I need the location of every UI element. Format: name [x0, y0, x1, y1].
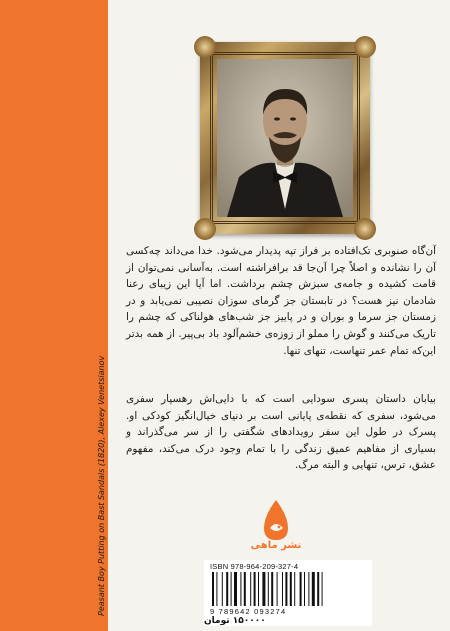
frame-ornament-icon: [354, 218, 376, 240]
price-label: ۱۵۰۰۰۰ تومان: [204, 616, 266, 626]
description-paragraph-2: بیابان داستان پسری سودایی است که با دایی‌اش رهسپار سفری می‌شود، سفری که نقطه‌ی پایانی است بر دنیای خیال‌انگیز کودکی او. پسرک در طول این سفر رویدادهای شگفتی را از سر می‌گذراند و بسیاری از مفاهیم عمیق زندگی را با تمام وجود درک می‌کند، مفهوم عشق، ترس، تنهایی و البته مرگ.: [126, 393, 436, 472]
painting-credit-caption: Peasant Boy Putting on Bast Sandals (1820), Alexey Venetsianov: [97, 355, 106, 616]
publisher-name: نشر ماهی: [250, 540, 302, 551]
isbn-number: ISBN 978-964-209-327-4: [210, 562, 299, 571]
portrait-frame: [200, 42, 370, 234]
author-portrait: [217, 59, 353, 217]
barcode-icon: [210, 572, 366, 606]
frame-ornament-icon: [354, 36, 376, 58]
frame-ornament-icon: [194, 36, 216, 58]
description-paragraph-1: آن‌گاه صنوبری تک‌افتاده بر فراز تپه پدیدار می‌شود. خدا می‌داند چه‌کسی آن را نشانده و اصلاً چرا آن‌جا قد برافراشته است. به‌آسانی نمی‌توان از قامت کشیده و جامه‌ی سبزش چشم برداشت. اما آیا این زیبای رعنا شادمان نیز هست؟ در تابستان جز گرمای سوزان نصیبی نمی‌یابد و در زمستان جز سرما و بوران و در پاییز جز شب‌های هولناکی که چشم را تاریک می‌کنند و گوش را مملو از زوزه‌ی خشم‌آلود باد بی‌پیر. از همه بدتر این‌که تمام عمر تنهاست، تنهای تنها.: [126, 245, 436, 357]
barcode-digits: 9 789642 093274: [210, 607, 287, 616]
back-cover: [108, 0, 450, 631]
orange-spine-strip: [0, 0, 108, 631]
author-portrait-image: [217, 59, 353, 217]
frame-ornament-icon: [194, 218, 216, 240]
